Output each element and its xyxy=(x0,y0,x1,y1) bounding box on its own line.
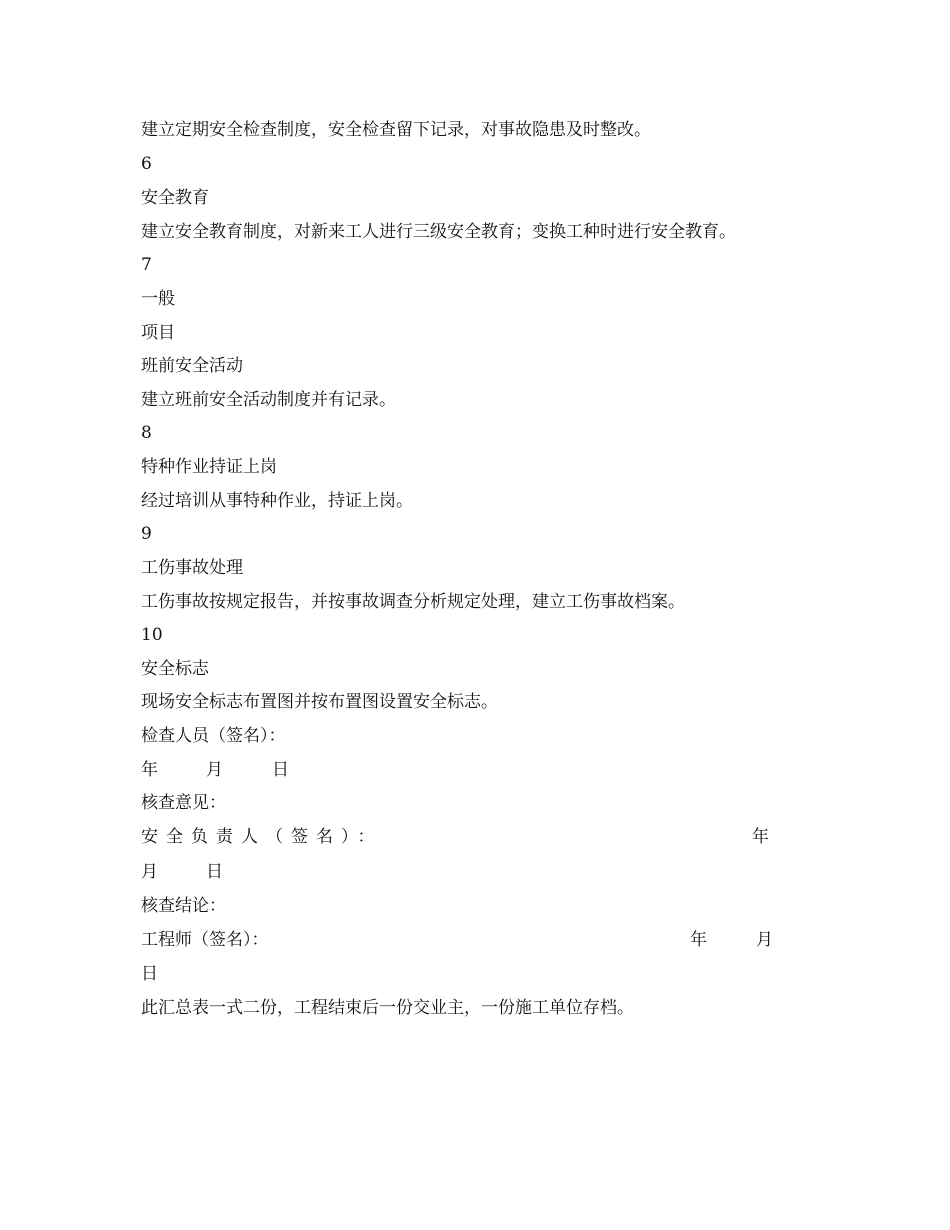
footer-note: 此汇总表一式二份，工程结束后一份交业主，一份施工单位存档。 xyxy=(141,998,634,1018)
item-number: 8 xyxy=(141,423,152,443)
date-year: 年 xyxy=(690,930,707,950)
item-title: 特种作业持证上岗 xyxy=(141,457,277,477)
inspector-signature-label: 检查人员（签名）： xyxy=(141,726,286,746)
date-month: 月 xyxy=(206,760,223,780)
date-month: 月 xyxy=(141,862,158,882)
date-month: 月 xyxy=(756,930,773,950)
item-title: 安全标志 xyxy=(141,659,209,679)
date-year: 年 xyxy=(752,827,769,847)
text-line: 工伤事故按规定报告，并按事故调查分析规定处理，建立工伤事故档案。 xyxy=(141,592,685,612)
text-line: 经过培训从事特种作业，持证上岗。 xyxy=(141,491,413,511)
date-day: 日 xyxy=(272,760,289,780)
date-year: 年 xyxy=(141,760,158,780)
date-day: 日 xyxy=(141,964,158,984)
review-conclusion-label: 核查结论： xyxy=(141,896,226,916)
text-line: 现场安全标志布置图并按布置图设置安全标志。 xyxy=(141,692,498,712)
item-number: 7 xyxy=(141,255,152,275)
date-day: 日 xyxy=(206,862,223,882)
item-title: 工伤事故处理 xyxy=(141,558,243,578)
engineer-signature-label: 工程师（签名）： xyxy=(141,930,269,950)
item-number: 9 xyxy=(141,524,152,544)
item-title: 安全教育 xyxy=(141,188,209,208)
item-number: 10 xyxy=(141,625,163,645)
text-line: 建立班前安全活动制度并有记录。 xyxy=(141,390,396,410)
category-label: 项目 xyxy=(141,323,175,343)
text-line: 建立定期安全检查制度，安全检查留下记录，对事故隐患及时整改。 xyxy=(141,120,651,140)
item-number: 6 xyxy=(141,154,152,174)
category-label: 一般 xyxy=(141,289,175,309)
review-opinion-label: 核查意见： xyxy=(141,793,226,813)
safety-officer-signature-label: 安全负责人（签名）： xyxy=(141,827,383,847)
text-line: 建立安全教育制度，对新来工人进行三级安全教育；变换工种时进行安全教育。 xyxy=(141,222,736,242)
item-title: 班前安全活动 xyxy=(141,356,243,376)
